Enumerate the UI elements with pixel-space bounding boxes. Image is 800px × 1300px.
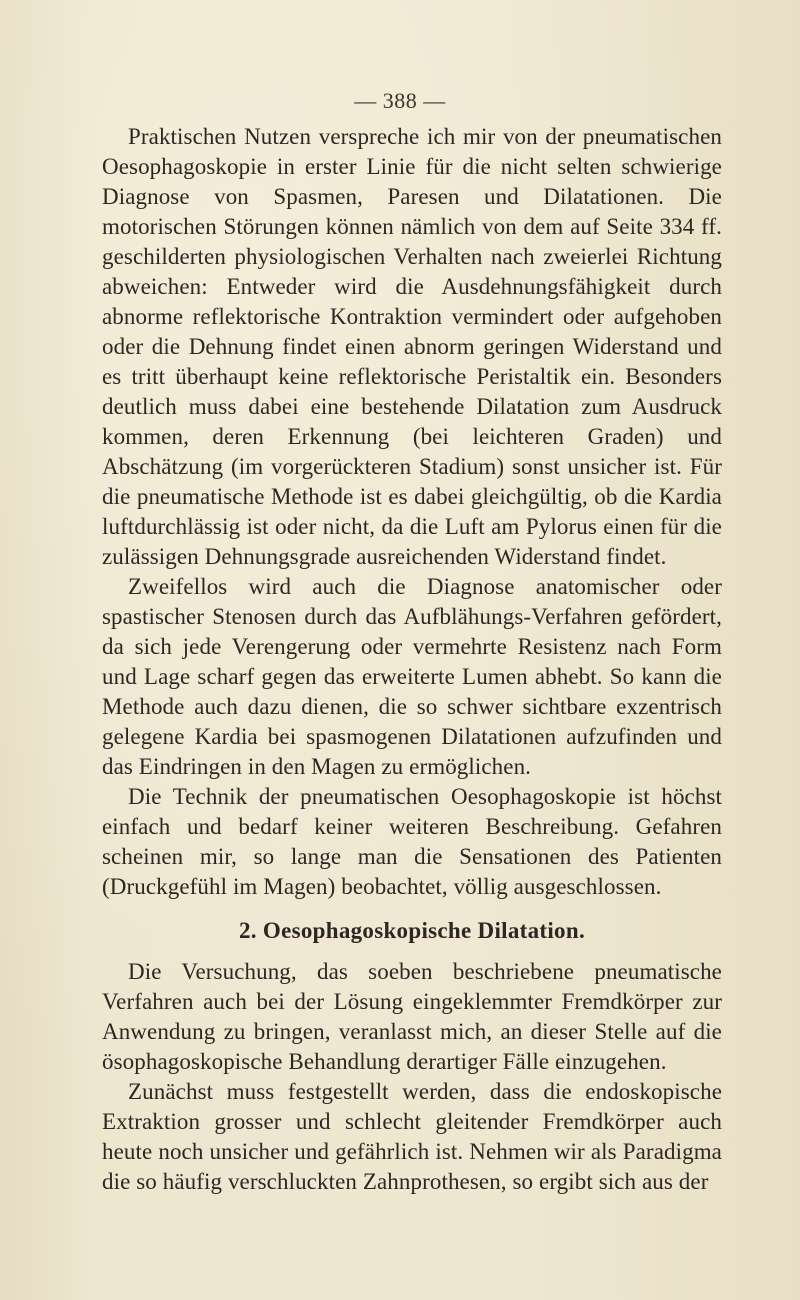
text-body	[102, 122, 722, 1197]
paragraph: Praktischen Nutzen verspreche ich mir von der pneumatischen Oesophagoskopie in erster Linie für die nicht selten schwierige Diagnose von Spasmen, Paresen und Dilatationen. Die motorischen Störungen können nämlich von dem auf Seite 334 ff. geschilderten physiologischen Verhalten nach zweierlei Richtung abweichen: Entweder wird die Ausdehnungsfähigkeit durch abnorme reflektorische Kontraktion vermindert oder aufgehoben oder die Dehnung findet einen abnorm geringen Widerstand und es tritt überhaupt keine reflektorische Peristaltik ein. Besonders deutlich muss dabei eine bestehende Dilatation zum Ausdruck kommen, deren Erkennung (bei leichteren Graden) und Abschätzung (im vorgerückteren Stadium) sonst unsicher ist. Für die pneumatische Methode ist es dabei gleichgültig, ob die Kardia luftdurchlässig ist oder nicht, da die Luft am Pylorus einen für die zulässigen Dehnungsgrade ausreichenden Widerstand findet.	[102, 124, 722, 569]
paragraph: Die Versuchung, das soeben beschriebene pneumatische Verfahren auch bei der Lösung eingeklemmter Fremdkörper zur Anwendung zu bringen, veranlasst mich, an dieser Stelle auf die ösophagoskopische Behandlung derartiger Fälle einzugehen.	[102, 959, 722, 1074]
paragraph: Zweifellos wird auch die Diagnose anatomischer oder spastischer Stenosen durch das Aufblähungs-Verfahren gefördert, da sich jede Verengerung oder vermehrte Resistenz nach Form und Lage scharf gegen das erweiterte Lumen abhebt. So kann die Methode auch dazu dienen, die so schwer sichtbare exzentrisch gelegene Kardia bei spasmogenen Dilatationen aufzufinden und das Eindringen in den Magen zu ermöglichen.	[102, 574, 722, 779]
paragraph: Zunächst muss festgestellt werden, dass die endoskopische Extraktion grosser und schlecht gleitender Fremdkörper auch heute noch unsicher und gefährlich ist. Nehmen wir als Paradigma die so häufig verschluckten Zahnprothesen, so ergibt sich aus der	[102, 1079, 722, 1194]
paragraph: Die Technik der pneumatischen Oesophagoskopie ist höchst einfach und bedarf keiner weiteren Beschreibung. Gefahren scheinen mir, so lange man die Sensationen des Patienten (Druckgefühl im Magen) beobachtet, völlig ausgeschlossen.	[102, 784, 722, 899]
section-heading: 2. Oesophagoskopische Dilatation.	[238, 918, 585, 943]
page-number: — 388 —	[354, 88, 446, 113]
